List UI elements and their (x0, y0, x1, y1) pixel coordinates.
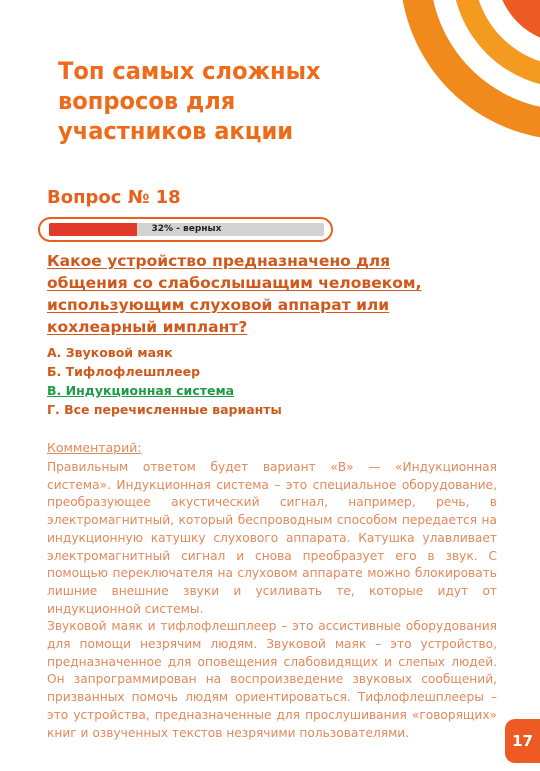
progress-label: 32% - верных (151, 224, 222, 234)
answer-list (47, 343, 467, 419)
answer-option-correct: В. Индукционная система (47, 383, 235, 398)
question-number: Вопрос № 18 (47, 187, 181, 208)
comment-heading: Комментарий: (47, 440, 142, 455)
correct-answers-progress-bar (38, 217, 333, 242)
decorative-orange-rings (370, 0, 540, 150)
answer-option: Б. Тифлофлешплеер (47, 364, 201, 379)
answer-option: А. Звуковой маяк (47, 345, 173, 360)
answer-option: Г. Все перечисленные варианты (47, 402, 282, 417)
comment-body (47, 459, 497, 742)
progress-track (49, 223, 324, 236)
question-text: Какое устройство предназначено для общения со слабослышащим человеком, использующим слуховой аппарат или кохлеарный имплант? (47, 252, 422, 336)
comment-paragraph: Правильным ответом будет вариант «В» — «Индукционная система». Индукционная система – это специальное оборудование, преобразующее акустический сигнал, например, речь, в электромагнитный, который беспроводным способом передается на индукционную катушку слухового аппарата. Катушка улавливает электромагнитный сигнал и снова преобразует его в звук. С помощью переключателя на слуховом аппарате можно блокировать лишние внешние звуки и усиливать те, которые идут от индукционной системы. (47, 460, 497, 616)
page-number-badge: 17 (505, 719, 540, 763)
page-title: Топ самых сложных вопросов для участников акции (58, 57, 321, 145)
comment-paragraph: Звуковой маяк и тифлофлешплеер – это ассистивные оборудования для помощи незрячим людям. Звуковой маяк – это устройство, предназначенное для оповещения слабовидящих и слепых людей. Он запрограммирован на воспроизведение звуковых сообщений, призванных помочь людям ориентироваться. Тифлофлешплееры – это устройства, предназначенные для прослушивания «говорящих» книг и озвученных текстов незрячими пользователями. (47, 619, 497, 740)
